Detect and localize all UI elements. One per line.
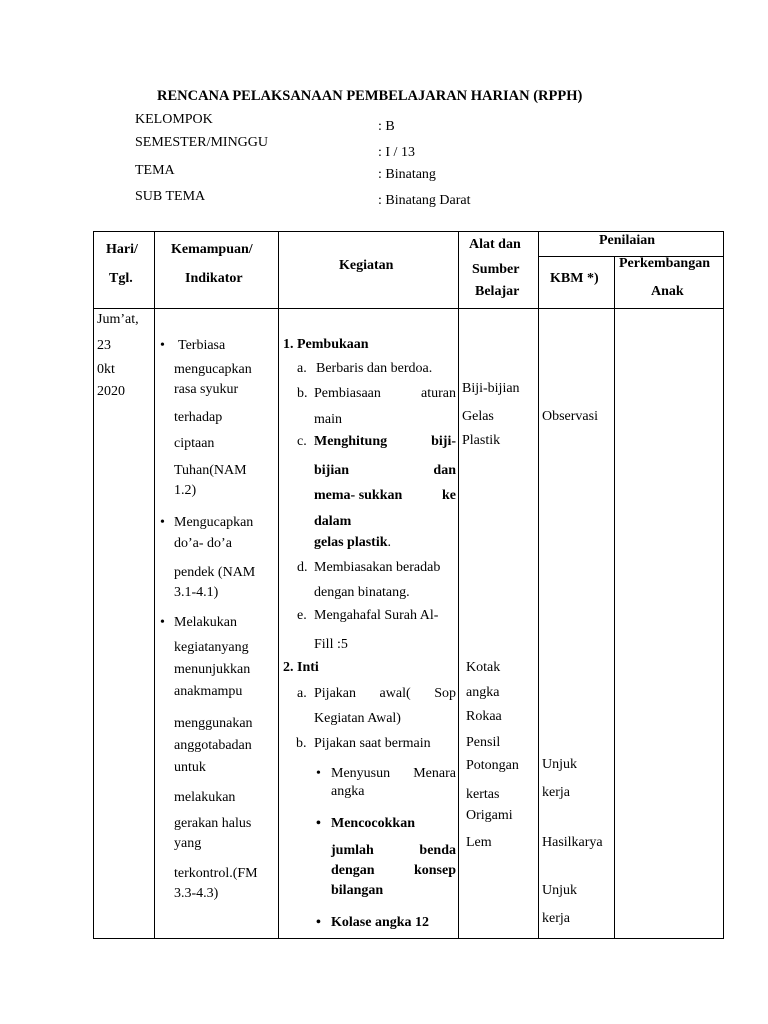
indikator-3: 3.3-4.3)	[174, 886, 219, 901]
word: Menghitung	[314, 434, 388, 449]
kegiatan-item: Berbaris dan berdoa.	[316, 361, 433, 376]
kegiatan-item	[314, 488, 456, 504]
header-indikator: Indikator	[185, 271, 243, 286]
indikator-2: Mengucapkan	[174, 515, 254, 530]
list-marker: b.	[297, 386, 308, 401]
tgl-month: 0kt	[97, 362, 115, 377]
word: gelas plastik	[314, 535, 388, 550]
header-anak: Anak	[651, 284, 684, 299]
col-divider-5	[614, 256, 615, 939]
table-border-left	[93, 231, 94, 939]
kegiatan-item: Pijakan saat bermain	[314, 736, 431, 751]
kegiatan-item	[314, 386, 456, 402]
word: Menara	[413, 766, 456, 781]
table-header-divider	[93, 308, 724, 309]
indikator-3: Melakukan	[174, 615, 237, 630]
alat-item: Pensil	[466, 735, 501, 750]
kbm-item: kerja	[542, 911, 570, 926]
alat-item: Rokaa	[466, 709, 502, 724]
semester-label: SEMESTER/MINGGU	[135, 135, 269, 150]
word: Pembiasaan	[314, 386, 381, 401]
kegiatan-item	[314, 686, 456, 702]
kegiatan-item: Kolase angka 12	[331, 915, 430, 930]
kegiatan-item	[314, 535, 391, 551]
header-penilaian: Penilaian	[599, 233, 656, 248]
indikator-3: untuk	[174, 760, 206, 775]
table-border-right	[723, 231, 724, 939]
word: benda	[419, 843, 456, 858]
kegiatan-item	[314, 434, 456, 450]
indikator-1: 1.2)	[174, 483, 197, 498]
word: biji-	[431, 434, 456, 449]
kegiatan-item: dalam	[314, 514, 352, 529]
page-title: RENCANA PELAKSANAAN PEMBELAJARAN HARIAN (RPPH)	[157, 88, 583, 104]
col-divider-3	[458, 231, 459, 939]
header-kemampuan: Kemampuan/	[171, 242, 253, 257]
list-marker: d.	[297, 560, 308, 575]
kbm-item: Unjuk	[542, 757, 577, 772]
indikator-3: menunjukkan	[174, 662, 251, 677]
hari-text: Jum’at,	[97, 312, 139, 327]
table-border-top	[93, 231, 724, 232]
indikator-1: Terbiasa	[178, 338, 226, 353]
word: dan	[433, 463, 456, 478]
indikator-1: rasa syukur	[174, 382, 239, 397]
indikator-3: anakmampu	[174, 684, 243, 699]
kegiatan-item: dengan binatang.	[314, 585, 410, 600]
word: Sop	[434, 686, 456, 701]
kbm-item: kerja	[542, 785, 570, 800]
alat-item: kertas	[466, 787, 500, 802]
list-marker: b.	[296, 736, 307, 751]
indikator-1: mengucapkan	[174, 362, 252, 377]
header-tgl: Tgl.	[109, 271, 133, 286]
alat-item: Biji-bijian	[462, 381, 520, 396]
table-border-bottom	[93, 938, 724, 939]
indikator-2: 3.1-4.1)	[174, 585, 219, 600]
word: aturan	[421, 386, 456, 401]
kegiatan-item: Mengahafal Surah Al-	[314, 608, 439, 623]
tgl-day: 23	[97, 338, 111, 353]
kegiatan-item: angka	[331, 784, 365, 799]
section-pembukaan: 1. Pembukaan	[283, 337, 369, 352]
alat-item: angka	[466, 685, 500, 700]
alat-item: Kotak	[466, 660, 501, 675]
indikator-2: pendek (NAM	[174, 565, 256, 580]
alat-item: Gelas	[462, 409, 494, 424]
word: ke	[442, 488, 456, 503]
indikator-1: ciptaan	[174, 436, 215, 451]
alat-item: Lem	[466, 835, 492, 850]
indikator-1: Tuhan(NAM	[174, 463, 247, 478]
indikator-3: melakukan	[174, 790, 236, 805]
indikator-3: anggotabadan	[174, 738, 252, 753]
kegiatan-item: bilangan	[331, 883, 384, 898]
list-marker: a.	[297, 361, 307, 376]
indikator-3: kegiatanyang	[174, 640, 249, 655]
indikator-3: gerakan halus	[174, 816, 252, 831]
tema-label: TEMA	[135, 163, 175, 178]
header-belajar: Belajar	[475, 284, 520, 299]
indikator-3: terkontrol.(FM	[174, 866, 258, 881]
kegiatan-item: main	[314, 412, 342, 427]
word: dengan	[331, 863, 375, 878]
list-marker: e.	[297, 608, 307, 623]
bullet: •	[160, 338, 165, 353]
alat-item: Potongan	[466, 758, 519, 773]
indikator-3: menggunakan	[174, 716, 253, 731]
word: Pijakan	[314, 686, 356, 701]
subtema-value: : Binatang Darat	[378, 193, 471, 208]
semester-value: : I / 13	[378, 145, 415, 160]
alat-item: Plastik	[462, 433, 501, 448]
col-divider-2	[278, 231, 279, 939]
header-kegiatan: Kegiatan	[339, 258, 394, 273]
kbm-item: Hasilkarya	[542, 835, 603, 850]
bullet: •	[160, 515, 165, 530]
word: mema- sukkan	[314, 488, 403, 503]
indikator-1: terhadap	[174, 410, 223, 425]
kegiatan-item	[314, 463, 456, 479]
kegiatan-item	[331, 766, 456, 782]
kegiatan-item: Mencocokkan	[331, 816, 415, 831]
kegiatan-item: Kegiatan Awal)	[314, 711, 401, 726]
kegiatan-item	[331, 863, 456, 879]
list-marker: c.	[297, 434, 307, 449]
bullet: •	[316, 915, 321, 930]
header-sumber: Sumber	[472, 262, 520, 277]
tgl-year: 2020	[97, 384, 125, 399]
tema-value: : Binatang	[378, 167, 436, 182]
subtema-label: SUB TEMA	[135, 189, 206, 204]
section-inti: 2. Inti	[283, 660, 319, 675]
header-kbm: KBM *)	[550, 271, 599, 286]
header-hari: Hari/	[106, 242, 138, 257]
kegiatan-item: Membiasakan beradab	[314, 560, 441, 575]
alat-item: Origami	[466, 808, 513, 823]
word: .	[387, 535, 392, 550]
kegiatan-item	[331, 843, 456, 859]
kegiatan-item: Fill :5	[314, 637, 348, 652]
header-alat: Alat dan	[469, 237, 521, 252]
bullet: •	[316, 816, 321, 831]
indikator-3: yang	[174, 836, 202, 851]
word: konsep	[413, 863, 456, 878]
word: bijian	[314, 463, 350, 478]
kelompok-value: : B	[378, 119, 395, 134]
col-divider-4	[538, 231, 539, 939]
list-marker: a.	[297, 686, 307, 701]
word: awal(	[379, 686, 411, 701]
col-divider-1	[154, 231, 155, 939]
bullet: •	[316, 766, 321, 781]
header-perkembangan: Perkembangan	[619, 256, 710, 271]
bullet: •	[160, 615, 165, 630]
indikator-2: do’a- do’a	[174, 536, 232, 551]
kelompok-label: KELOMPOK	[135, 112, 213, 127]
kbm-item: Observasi	[542, 409, 598, 424]
word: jumlah	[331, 843, 374, 858]
kbm-item: Unjuk	[542, 883, 577, 898]
word: Menyusun	[331, 766, 391, 781]
